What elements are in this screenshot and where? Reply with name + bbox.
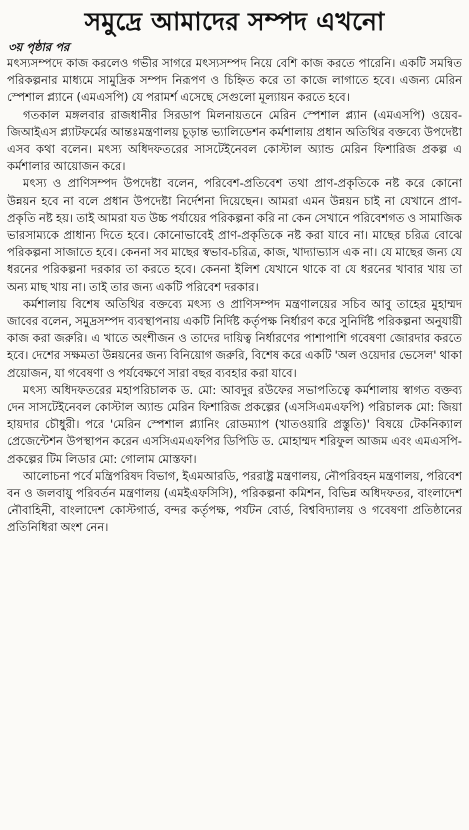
article-paragraph: মৎস্য ও প্রাণিসম্পদ উপদেষ্টা বলেন, পরিবেশ-প্রতিবেশ তথা প্রাণ-প্রকৃতিকে নষ্ট করে কোনো উন্নয়ন হবে না বলে প্রধান উপদেষ্টা নির্দেশনা দিয়েছেন। আমরা এমন উন্নয়ন চাই না যেখানে প্রাণ-প্রকৃতি নষ্ট হয়। তাই আমরা যত উচ্চ পর্যায়ের পরিকল্পনা করি না কেন সেখানে পরিবেশগত ও সামাজিক ভারসাম্যকে প্রাধান্য দিতে হবে। কোনোভাবেই প্রাণ-প্রকৃতিকে নষ্ট করা যাবে না। মাছের চরিত্র বোঝে পরিকল্পনা সাজাতে হবে। কেননা সব মাছের স্বভাব-চরিত্র, কাজ, খাদ্যাভ্যাস এক না। যে মাছের জন্য যে ধরনের পরিকল্পনা দরকার তা করতে হবে। কেননা ইলিশ যেখানে থাকে বা যে ধরনের খাবার খায় তা অন্য মাছ খায় না। তাই তার জন্য একটি পরিবেশ দরকার। xyxy=(7,176,462,294)
article-paragraph: কর্মশালায় বিশেষ অতিথির বক্তব্যে মৎস্য ও প্রাণিসম্পদ মন্ত্রণালয়ের সচিব আবু তাহের মুহাম্মদ জাবের বলেন, সমুদ্রসম্পদ ব্যবস্থাপনায় একটি নির্দিষ্ট কর্তৃপক্ষ নির্ধারণ করে সুনির্দিষ্ট পরিকল্পনা অনুযায়ী কাজ করা জরুরি। এ খাতে অংশীজন ও তাদের দায়িত্ব নির্ধারণের পাশাপাশি গবেষণা জোরদার করতে হবে। দেশের সক্ষমতা উন্নয়নের জন্য বিনিয়োগ জরুরি, বিশেষ করে একটি 'অল ওয়েদার ভেসেল' থাকা প্রয়োজন, যা গবেষণা ও পর্যবেক্ষণে সারা বছর ব্যবহার করা যাবে। xyxy=(7,296,462,380)
article-paragraph: গতকাল মঙ্গলবার রাজধানীর সিরডাপ মিলনায়তনে মেরিন স্পেশাল প্ল্যান (এমএসপি) ওয়েব-জিআইএস প্ল্যাটফর্মের আন্তঃমন্ত্রণালয় চূড়ান্ত ভ্যালিডেশন কর্মশালায় প্রধান অতিথির বক্তব্যে উপদেষ্টা এসব কথা বলেন। মৎস্য অধিদফতরের সাসটেইনেবল কোস্টাল অ্যান্ড মেরিন ফিশারিজ প্রকল্প এ কর্মশালার আয়োজন করে। xyxy=(7,107,462,174)
article-paragraph: মৎস্য অধিদফতরের মহাপরিচালক ড. মো: আবদুর রউফের সভাপতিত্বে কর্মশালায় স্বাগত বক্তব্য দেন সাসটেইনেবল কোস্টাল অ্যান্ড মেরিন ফিশারিজ প্রকল্পের (এসসিএমএফপি) পরিচালক মো: জিয়া হায়দার চৌধুরী। পরে 'মেরিন স্পেশাল প্ল্যানিং রোডম্যাপ (খাতওয়ারি প্রস্তুতি)' বিষয়ে টেকনিক্যাল প্রেজেন্টেশন উপস্থাপন করেন এসসিএমএফপির ডিপিডি ড. মোহাম্মদ শরিফুল আজম এবং এমএসপি-প্রকল্পের টিম লিডার মো: গোলাম মোস্তফা। xyxy=(7,382,462,466)
article-headline: সমুদ্রে আমাদের সম্পদ এখনো xyxy=(84,7,385,36)
article-paragraph: আলোচনা পর্বে মন্ত্রিপরিষদ বিভাগ, ইএমআরডি, পররাষ্ট্র মন্ত্রণালয়, নৌপরিবহন মন্ত্রণালয়, পরিবেশ বন ও জলবায়ু পরিবর্তন মন্ত্রণালয় (এমইএফসিসি), পরিকল্পনা কমিশন, বিভিন্ন অধিদফতর, বাংলাদেশ নৌবাহিনী, বাংলাদেশ কোস্টগার্ড, বন্দর কর্তৃপক্ষ, পর্যটন বোর্ড, বিশ্ববিদ্যালয় ও গবেষণা প্রতিষ্ঠানের প্রতিনিধিরা অংশ নেন। xyxy=(7,468,462,535)
continued-from-label: ৩য় পৃষ্ঠার পর xyxy=(8,40,70,54)
article-paragraph: মৎস্যসম্পদে কাজ করলেও গভীর সাগরে মৎস্যসম্পদ নিয়ে বেশি কাজ করতে পারেনি। একটি সমন্বিত পরিকল্পনার মাধ্যমে সামুদ্রিক সম্পদ নিরূপণ ও চিহ্নিত করে তা কাজে লাগাতে হবে। এজন্য মেরিন স্পেশাল প্ল্যানে (এমএসপি) যে পরামর্শ এসেছে সেগুলো মূল্যায়ন করতে হবে। xyxy=(7,56,462,105)
